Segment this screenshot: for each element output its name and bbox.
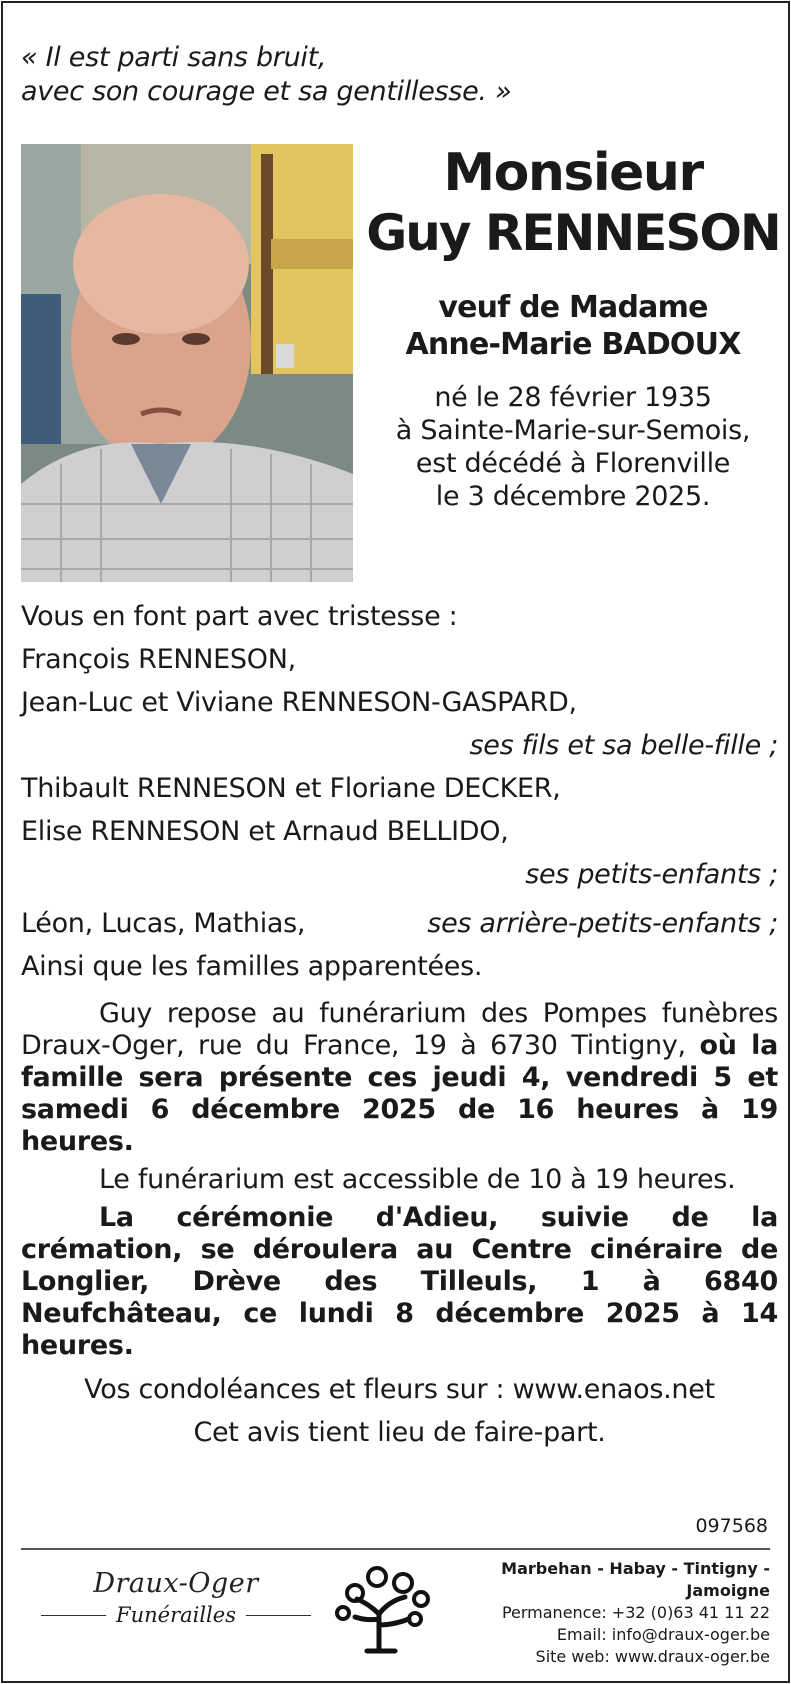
widow-of	[363, 289, 783, 363]
tree-icon	[329, 1559, 441, 1655]
condolences-line: Vos condoléances et fleurs sur : www.enaos.net	[84, 1374, 715, 1405]
deceased-header	[363, 143, 783, 513]
funeral-home-logo	[41, 1568, 311, 1627]
funeral-home-contact	[440, 1558, 770, 1668]
phone: Permanence: +32 (0)63 41 11 22	[501, 1603, 770, 1622]
widow-line-1: veuf de Madame	[438, 290, 708, 325]
obituary-notice	[1, 1, 790, 1683]
extended-family: Ainsi que les familles apparentées.	[21, 951, 483, 982]
epitaph-quote	[21, 41, 581, 109]
quote-line-1: « Il est parti sans bruit,	[21, 42, 327, 73]
family-son-2: Jean-Luc et Viviane RENNESON-GASPARD,	[21, 687, 577, 718]
footer-divider	[21, 1548, 770, 1550]
quote-line-2: avec son courage et sa gentillesse. »	[21, 76, 512, 107]
visitation-text: Guy repose au funérarium des Pompes funèbres Draux-Oger, rue du France, 19 à 6730 Tintigny,	[21, 998, 778, 1061]
visitation-hours: où la famille sera présente ces jeudi 4, vendredi 5 et samedi 6 décembre 2025 de 16 heures à 19 heures.	[21, 1030, 778, 1157]
date-line-1: né le 28 février 1935	[434, 382, 712, 413]
family-intro: Vous en font part avec tristesse :	[21, 601, 458, 632]
ceremony-paragraph	[21, 1202, 778, 1362]
great-grandchildren: Léon, Lucas, Mathias,	[21, 908, 306, 939]
family-son-1: François RENNESON,	[21, 644, 296, 675]
locations: Marbehan - Habay - Tintigny - Jamoigne	[501, 1559, 770, 1600]
grandchild-2: Elise RENNESON et Arnaud BELLIDO,	[21, 816, 509, 847]
email: Email: info@draux-oger.be	[556, 1625, 770, 1644]
great-grandchildren-row	[21, 902, 778, 945]
date-line-3: est décédé à Florenville	[415, 448, 731, 479]
deceased-name: Guy RENNESON	[366, 204, 780, 262]
visitation-paragraph	[21, 998, 778, 1158]
grandchildren-label: ses petits-enfants ;	[525, 859, 778, 890]
funerarium-access: Le funérarium est accessible de 10 à 19 heures.	[99, 1164, 736, 1195]
notice-body	[21, 595, 778, 1454]
great-grandchildren-label: ses arrière-petits-enfants ;	[427, 908, 778, 939]
website: Site web: www.draux-oger.be	[535, 1647, 770, 1666]
logo-name: Draux-Oger	[93, 1568, 259, 1599]
portrait-photo	[21, 144, 353, 582]
logo-subtitle	[41, 1603, 311, 1627]
reference-number: 097568	[695, 1515, 768, 1537]
widow-line-2: Anne-Marie BADOUX	[405, 327, 741, 362]
sons-label: ses fils et sa belle-fille ;	[469, 730, 778, 761]
notice-line: Cet avis tient lieu de faire-part.	[193, 1417, 606, 1448]
ceremony-text: La cérémonie d'Adieu, suivie de la crémation, se déroulera au Centre cinéraire de Longlier, Drève des Tilleuls, 1 à 6840 Neufchâteau, ce lundi 8 décembre 2025 à 14 heures.	[21, 1202, 778, 1361]
grandchild-1: Thibault RENNESON et Floriane DECKER,	[21, 773, 561, 804]
birth-death-dates	[363, 381, 783, 513]
deceased-title: Monsieur	[443, 143, 703, 203]
logo-subtitle-text: Funérailles	[116, 1603, 236, 1627]
date-line-2: à Sainte-Marie-sur-Semois,	[395, 415, 751, 446]
date-line-4: le 3 décembre 2025.	[435, 481, 711, 512]
